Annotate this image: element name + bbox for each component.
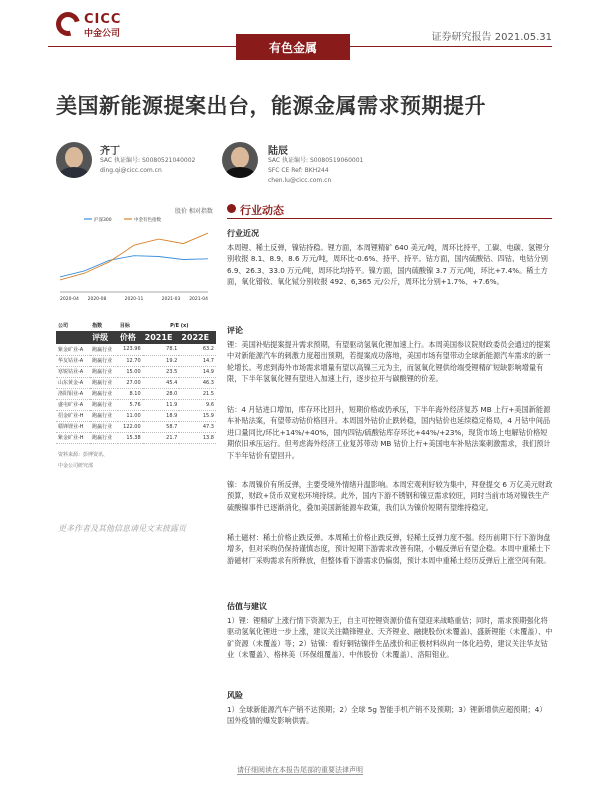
table-row [56,432,216,443]
table-cell: 跑赢行业 [90,410,118,421]
table-cell: 21.7 [143,432,180,443]
block-text: 钴：4 月钴进口增加，库存环比回升，短期价格或仍承压，下半年海外经济复苏 MB 上行+美国新能源车补贴法案，有望带动钴价格回升。本周国外钴价止跌转稳，国内钴价也延续稳定格局，4 月钴中间品进口量同比/环比+14%/+40%，国内四钴/硫酸钴库存环比+44%/+23%，现货市场上电解钴价格短期依旧承压运行。但考虑海外经济工业复苏带动 MB 钴价上行+美国电车补贴法案刺激需求，我们预计下半年钴价有望回升。 [227,405,551,460]
block-heading: 行业近况 [227,229,259,238]
table-subheader [56,331,90,344]
table-row [56,377,216,388]
author-name: 陆辰 [268,146,288,157]
table-cell: 19.2 [143,355,180,366]
table-cell: 46.3 [179,377,216,388]
report-title: 美国新能源提案出台，能源金属需求预期提升 [56,94,486,118]
table-cell: 跑赢行业 [90,377,118,388]
author-email: chen.lu@cicc.com.cn [268,177,332,184]
table-cell: 122.00 [118,421,143,432]
x-tick-label: 2020-08 [87,297,107,302]
table-cell: 跑赢行业 [90,421,118,432]
logo-text: CICC [84,12,122,27]
logo-chinese-text: 中金公司 [84,29,121,39]
block-text: 1）全球新能源汽车产销不达预期；2）全球 5g 智能手机产销不及预期；3）锂新增供应超预期；4）国外疫情的爆发影响供需。 [227,705,547,726]
block-text: 稀土磁材：稀土价格止跌反弹。本周稀土价格止跌反弹，轻稀土反弹力度不强。经历前期下行下游询盘增多，但对采购仍保持谨慎态度，预计短期下游需求改善有限，小幅反弹后有望企稳。本周中重稀土下游磁材厂采购需求有所释放，但整体看下游需求仍偏弱，预计本周中重稀土经历反弹后上涨空间有限。 [227,533,551,565]
table-subheader: 评级 [90,331,118,344]
table-cell: 21.5 [179,388,216,399]
legal-footer-link[interactable]: 请仔细阅读在本报告尾部的重要法律声明 [237,766,363,774]
table-header: P/E (x) [143,320,216,331]
table-cell: 紫金矿业-A [56,344,90,355]
author-sac-id: SAC 执证编号: S0080519060001 [268,157,364,164]
table-header: 指数 [90,320,118,331]
table-cell: 23.5 [143,366,180,377]
block-heading: 风险 [227,691,243,700]
table-row [56,366,216,377]
table-row [56,421,216,432]
author-email: ding.qi@cicc.com.cn [100,167,162,174]
table-cell: 跑赢行业 [90,366,118,377]
table-cell: 47.3 [179,421,216,432]
table-row [56,344,216,355]
table-header: 公司 [56,320,90,331]
price-chart [56,212,212,304]
legend-label: 中金有色指数 [134,218,161,223]
block-text: 镍：本周镍价有所反弹，主要受境外情绪升温影响。本周宏观利好较为集中，拜登提交 6 万亿美元财政预算，财政+货币双宽松环境持续。此外，国内下游不锈钢和镍豆需求较旺，同时当前市场对镍铁生产硫酸镍事件已逐渐消化，叠加美国新能源车政策，我们认为镍价短期有望维持稳定。 [227,480,553,512]
author-photo-avatar [222,142,258,178]
author-sac-id: SAC 执证编号: S0080521040002 [100,157,196,164]
table-cell: 15.00 [118,366,143,377]
table-cell: 跑赢行业 [90,355,118,366]
section-bullet-icon [227,204,236,213]
table-cell: 山东黄金-A [56,377,90,388]
table-cell: 58.7 [143,421,180,432]
table-header-row [56,320,216,331]
table-cell: 13.8 [179,432,216,443]
report-date: 证券研究报告 2021.05.31 [431,32,552,43]
x-tick-label: 2021-04 [189,297,208,302]
table-cell: 洛阳钼业-A [56,388,90,399]
table-cell: 14.7 [179,355,216,366]
x-tick-label: 2021-03 [161,297,181,302]
table-cell: 华友钴业-A [56,355,90,366]
table-cell: 15.9 [179,410,216,421]
block-heading: 估值与建议 [227,602,267,611]
table-cell: 跑赢行业 [90,432,118,443]
table-cell: 63.2 [179,344,216,355]
table-cell: 15.38 [118,432,143,443]
table-cell: 12.70 [118,355,143,366]
block-text: 1）锂：锂精矿上涨行情下资源为王，自主可控锂资源价值有望迎来战略重估；同时，需求预期强化将驱动氢氧化锂进一步上涨，建议关注赣锋锂业、天齐锂业、融捷股份(未覆盖)、盛新锂能（未覆盖）、中矿资源（未覆盖）等；2）钴镍：看好铜钴镍伴生品涨价和正极材料纵向一体化趋势，建议关注华友钴业（未覆盖）、格林美（环保组覆盖）、中伟股份（未覆盖）、洛阳钼业。 [227,616,553,660]
author-photo-avatar [56,142,92,178]
table-cell: 9.6 [179,399,216,410]
table-cell: 赣锋锂业-H [56,421,90,432]
table-cell: 盛屯矿业-A [56,399,90,410]
table-cell: 紫金矿业-H [56,432,90,443]
table-cell: 78.1 [143,344,180,355]
section-title: 行业动态 [240,204,284,217]
x-tick-label: 2020-11 [124,297,144,302]
table-subheader: 价格 [118,331,143,344]
table-cell: 18.9 [143,410,180,421]
table-subheader: 2021E [143,331,180,344]
author-name: 齐丁 [100,146,120,157]
sector-banner: 有色金属 [236,34,350,60]
x-tick-label: 2020-04 [60,297,79,302]
author-sfc-ref: SFC CE Ref: BKH244 [268,167,329,174]
table-cell: 27.00 [118,377,143,388]
table-cell: 跑赢行业 [90,388,118,399]
table-cell: 5.76 [118,399,143,410]
table-cell: 11.9 [143,399,180,410]
table-cell: 45.4 [143,377,180,388]
table-source-note: 中金公司研究部 [58,463,94,469]
block-heading: 评论 [227,326,243,335]
block-text: 本周锂、稀土反弹，镍钴持稳。锂方面，本周锂精矿 640 美元/吨，周环比持平，工碳、电碳、氢锂分别收报 8.1、8.9、8.6 万元/吨，周环比-0.6%、持平、持平。钴方面，国内硫酸钴、四钴、电钴分别 6.9、26.3、33.0 万元/吨，周环比均持平。镍方面，国内硫酸镍 3.7 万元/吨，环比+7.4%。稀土方面，氧化镨钕、氧化铽分别收报 492、6,365 元/公斤，周环比分别+1.7%、+7.6%。 [227,243,550,287]
table-cell: 跑赢行业 [90,344,118,355]
table-cell: 28.0 [143,388,180,399]
table-cell: 14.9 [179,366,216,377]
table-cell: 123.96 [118,344,143,355]
chart-series-line [60,233,208,280]
table-header: 目标 [118,320,143,331]
table-source-note: 资料来源：彭博资讯、 [58,452,109,458]
valuation-table [56,320,216,444]
table-row [56,399,216,410]
table-subheader-row [56,331,216,344]
table-row [56,355,216,366]
table-cell: 跑赢行业 [90,399,118,410]
table-cell: 11.00 [118,410,143,421]
legend-label: 沪深300 [94,218,112,223]
table-subheader: 2022E [179,331,216,344]
table-row [56,388,216,399]
section-rule [227,218,552,219]
cicc-logo-icon [52,8,85,41]
block-text: 锂：美国补贴提案提升需求预期，有望驱动氢氧化锂加速上行。本周美国参议院财政委员会通过的提案中对新能源汽车的刺激力度超出预期，若提案成功落地，美国市场有望带动全球新能源汽车需求的新一轮增长。考虑到海外市场需求增量有望以高镍三元为主，而氢氧化锂供给端受锂精矿短缺影响增量有限，下半年氢氧化锂有望进入加速上行，逐步拉开与碳酸锂的价差。 [227,340,551,384]
table-cell: 招金矿业-H [56,410,90,421]
table-cell: 寒锐钴业-A [56,366,90,377]
table-cell: 8.10 [118,388,143,399]
table-row [56,410,216,421]
more-authors-note: 更多作者及其他信息请见文末披露页 [58,524,186,533]
chart-caption: 股价 相对指数 [175,208,213,215]
